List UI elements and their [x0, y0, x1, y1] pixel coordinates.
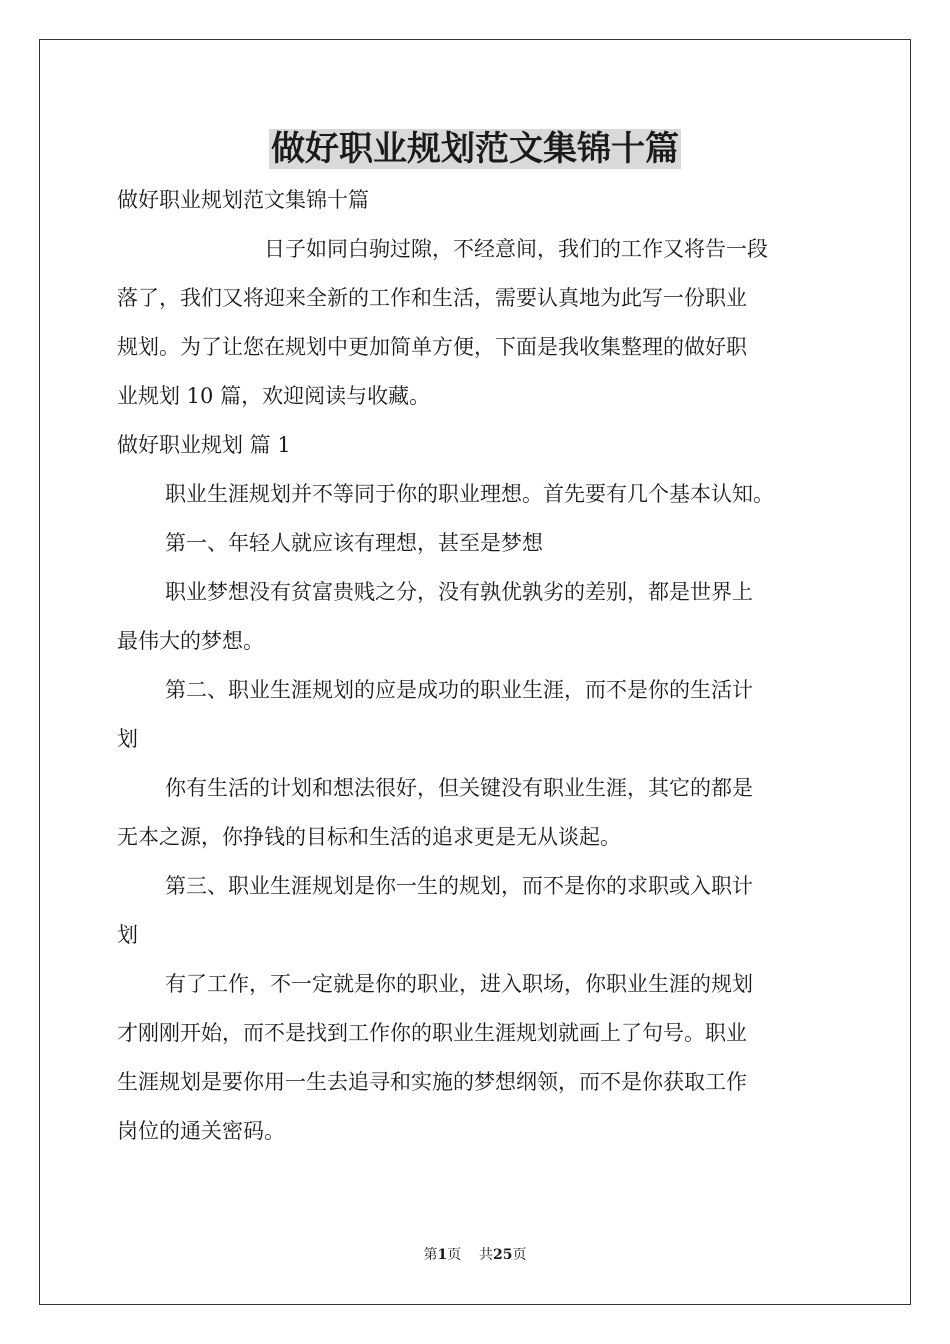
footer-page-middle: 页 共 — [447, 1247, 494, 1263]
footer-page-prefix: 第 — [423, 1247, 438, 1263]
paragraph-line: 职业生涯规划并不等同于你的职业理想。首先要有几个基本认知。 — [165, 482, 774, 506]
paragraph-line: 第三、职业生涯规划是你一生的规划，而不是你的求职或入职计 — [165, 874, 753, 898]
document-body — [117, 176, 837, 1156]
paragraph — [117, 764, 837, 862]
paragraph-line: 你有生活的计划和想法很好，但关键没有职业生涯，其它的都是 — [165, 776, 753, 800]
paragraph — [117, 666, 837, 764]
intro-line: 规划。为了让您在规划中更加简单方便，下面是我收集整理的做好职 — [117, 335, 747, 359]
paragraph-line: 有了工作，不一定就是你的职业，进入职场，你职业生涯的规划 — [165, 972, 753, 996]
document-title-text: 做好职业规划范文集锦十篇 — [271, 129, 679, 169]
paragraph-line: 才刚刚开始，而不是找到工作你的职业生涯规划就画上了句号。职业 — [117, 1021, 747, 1045]
paragraph-line: 划 — [117, 727, 138, 751]
document-subtitle: 做好职业规划范文集锦十篇 — [117, 188, 369, 212]
intro-paragraph — [117, 225, 837, 421]
footer-page-total: 25 — [493, 1247, 513, 1263]
paragraph — [117, 568, 837, 666]
footer-page-suffix: 页 — [512, 1247, 527, 1263]
paragraph — [117, 862, 837, 960]
paragraph — [117, 470, 837, 519]
footer-page-current: 1 — [437, 1247, 448, 1263]
paragraph-line: 最伟大的梦想。 — [117, 629, 264, 653]
paragraph-line: 职业梦想没有贫富贵贱之分，没有孰优孰劣的差别，都是世界上 — [165, 580, 753, 604]
paragraph — [117, 960, 837, 1156]
intro-line: 业规划 10 篇，欢迎阅读与收藏。 — [117, 384, 431, 408]
paragraph-line: 生涯规划是要你用一生去追寻和实施的梦想纲领，而不是你获取工作 — [117, 1070, 747, 1094]
paragraph-line: 岗位的通关密码。 — [117, 1119, 285, 1143]
paragraph-line: 划 — [117, 923, 138, 947]
paragraph — [117, 519, 837, 568]
document-title — [0, 126, 950, 172]
page-footer — [0, 1245, 950, 1265]
paragraph-line: 无本之源，你挣钱的目标和生活的追求更是无从谈起。 — [117, 825, 621, 849]
paragraph-line: 第一、年轻人就应该有理想，甚至是梦想 — [165, 531, 543, 555]
intro-line: 日子如同白驹过隙，不经意间，我们的工作又将告一段 — [264, 237, 768, 261]
paragraph-line: 第二、职业生涯规划的应是成功的职业生涯，而不是你的生活计 — [165, 678, 753, 702]
section-heading: 做好职业规划 篇 1 — [117, 433, 291, 457]
intro-line: 落了，我们又将迎来全新的工作和生活，需要认真地为此写一份职业 — [117, 286, 747, 310]
